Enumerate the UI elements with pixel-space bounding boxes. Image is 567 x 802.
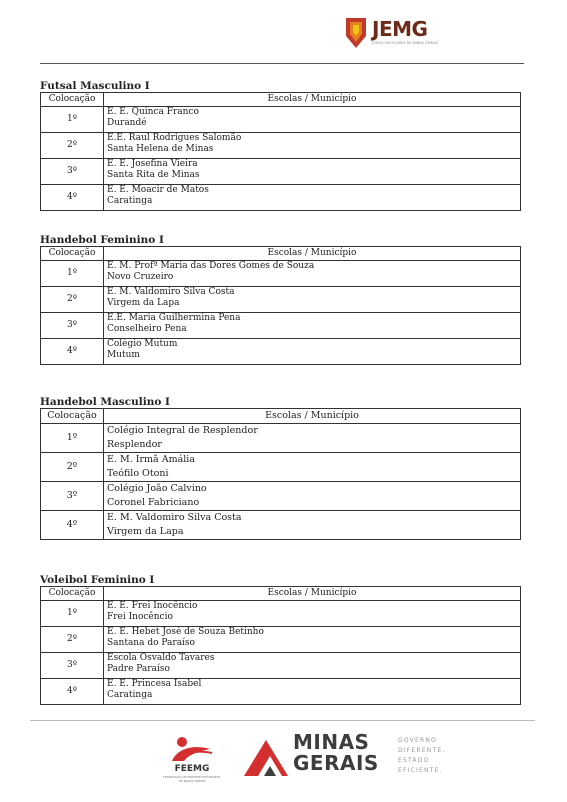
school-cell	[104, 133, 521, 159]
school-cell	[104, 287, 521, 313]
placement-cell: 2º	[41, 453, 104, 482]
slogan-line: GOVERNO	[398, 737, 437, 744]
placement-header: Colocação	[41, 93, 104, 107]
city-name: Resplendor	[107, 439, 162, 450]
jemg-logo-subtext: JOGOS ESCOLARES DE MINAS GERAIS	[372, 41, 438, 45]
school-name: E. E. Quinca Franco	[107, 107, 199, 117]
placement-cell: 3º	[41, 159, 104, 185]
city-name: Mutum	[107, 350, 140, 360]
schools-header: Escolas / Município	[104, 247, 521, 261]
school-name: E. E. Moacir de Matos	[107, 185, 209, 195]
section-title: Handebol Feminino I	[40, 234, 164, 246]
placement-cell: 3º	[41, 313, 104, 339]
school-name: E. M. Valdomiro Silva Costa	[107, 512, 242, 523]
school-cell	[104, 679, 521, 705]
results-table	[40, 408, 521, 540]
city-name: Caratinga	[107, 690, 153, 700]
table-row	[41, 424, 521, 453]
section-handebol-feminino	[40, 234, 521, 365]
section-futsal-masculino	[40, 80, 521, 211]
school-name: Colégio Integral de Resplendor	[107, 425, 258, 436]
placement-cell: 1º	[41, 601, 104, 627]
school-cell	[104, 159, 521, 185]
feemg-athlete-icon	[162, 735, 222, 763]
feemg-logo-text: FEEMG	[174, 764, 210, 774]
section-handebol-masculino	[40, 396, 521, 540]
table-row	[41, 339, 521, 365]
placement-cell: 3º	[41, 653, 104, 679]
minas-gerais-triangle-icon	[240, 734, 300, 780]
schools-header: Escolas / Município	[104, 93, 521, 107]
school-name: E. E. Josefina Vieira	[107, 159, 198, 169]
placement-cell: 4º	[41, 511, 104, 540]
section-title: Handebol Masculino I	[40, 396, 170, 408]
school-name: Escola Osvaldo Tavares	[107, 653, 215, 663]
mg-line1: MINAS	[293, 730, 370, 754]
table-row	[41, 511, 521, 540]
school-name: E. M. Profª Maria das Dores Gomes de Souza	[107, 261, 315, 271]
placement-cell: 2º	[41, 627, 104, 653]
schools-header: Escolas / Município	[104, 587, 521, 601]
table-row	[41, 627, 521, 653]
school-cell	[104, 261, 521, 287]
school-name: E.E. Maria Guilhermina Pena	[107, 313, 241, 323]
slogan-line: ESTADO	[398, 757, 430, 764]
placement-header: Colocação	[41, 409, 104, 424]
placement-cell: 1º	[41, 424, 104, 453]
placement-header: Colocação	[41, 587, 104, 601]
jemg-logo-text: JEMG	[372, 17, 428, 41]
school-name: E. E. Princesa Isabel	[107, 679, 202, 689]
school-name: E.E. Raul Rodrigues Salomão	[107, 133, 242, 143]
table-row	[41, 653, 521, 679]
section-voleibol-feminino	[40, 574, 521, 705]
jemg-shield-icon	[344, 16, 368, 50]
mg-line2: GERAIS	[293, 751, 379, 775]
city-name: Novo Cruzeiro	[107, 272, 174, 282]
school-cell	[104, 601, 521, 627]
placement-cell: 2º	[41, 133, 104, 159]
section-title: Futsal Masculino I	[40, 80, 150, 92]
school-cell	[104, 653, 521, 679]
results-table	[40, 586, 521, 705]
school-name: Colégio João Calvino	[107, 483, 207, 494]
table-header-row	[41, 409, 521, 424]
table-header-row	[41, 247, 521, 261]
section-title: Voleibol Feminino I	[40, 574, 155, 586]
city-name: Santa Rita de Minas	[107, 170, 200, 180]
city-name: Santa Helena de Minas	[107, 144, 214, 154]
table-row	[41, 159, 521, 185]
minas-gerais-wordmark	[293, 732, 379, 774]
table-header-row	[41, 93, 521, 107]
results-table	[40, 246, 521, 365]
placement-cell: 4º	[41, 339, 104, 365]
header-divider	[40, 63, 524, 64]
results-table	[40, 92, 521, 211]
slogan-line: EFICIENTE.	[398, 767, 443, 774]
school-cell	[104, 185, 521, 211]
city-name: Durandé	[107, 118, 147, 128]
school-cell	[104, 339, 521, 365]
city-name: Conselheiro Pena	[107, 324, 187, 334]
school-name: E. E. Hebet José de Souza Betinho	[107, 627, 264, 637]
placement-cell: 1º	[41, 261, 104, 287]
government-slogan	[398, 736, 445, 776]
placement-cell: 3º	[41, 482, 104, 511]
placement-header: Colocação	[41, 247, 104, 261]
table-row	[41, 287, 521, 313]
table-row	[41, 107, 521, 133]
slogan-line: DIFERENTE.	[398, 747, 446, 754]
school-name: E. M. Irmã Amália	[107, 454, 196, 465]
table-row	[41, 679, 521, 705]
school-cell	[104, 424, 521, 453]
jemg-logo	[344, 14, 438, 54]
city-name: Virgem da Lapa	[107, 526, 184, 537]
feemg-logo	[162, 735, 222, 781]
table-row	[41, 133, 521, 159]
schools-header: Escolas / Município	[104, 409, 521, 424]
footer-divider	[30, 720, 535, 721]
school-cell	[104, 313, 521, 339]
school-cell	[104, 482, 521, 511]
table-header-row	[41, 587, 521, 601]
city-name: Coronel Fabriciano	[107, 497, 200, 508]
city-name: Virgem da Lapa	[107, 298, 180, 308]
city-name: Padre Paraíso	[107, 664, 170, 674]
table-row	[41, 482, 521, 511]
school-cell	[104, 511, 521, 540]
city-name: Teófilo Otoni	[107, 468, 169, 479]
table-row	[41, 601, 521, 627]
placement-cell: 1º	[41, 107, 104, 133]
table-row	[41, 261, 521, 287]
table-row	[41, 453, 521, 482]
school-cell	[104, 107, 521, 133]
placement-cell: 4º	[41, 679, 104, 705]
city-name: Santana do Paraíso	[107, 638, 195, 648]
city-name: Frei Inocêncio	[107, 612, 173, 622]
table-row	[41, 185, 521, 211]
city-name: Caratinga	[107, 196, 153, 206]
school-name: Colégio Mutum	[107, 339, 178, 349]
placement-cell: 2º	[41, 287, 104, 313]
table-row	[41, 313, 521, 339]
school-name: E. M. Valdomiro Silva Costa	[107, 287, 235, 297]
school-cell	[104, 627, 521, 653]
feemg-logo-subtext: FEDERAÇÃO DE ESPORTE ESTUDANTIL DE MINAS GERAIS	[163, 775, 221, 783]
school-name: E. E. Frei Inocêncio	[107, 601, 198, 611]
school-cell	[104, 453, 521, 482]
placement-cell: 4º	[41, 185, 104, 211]
